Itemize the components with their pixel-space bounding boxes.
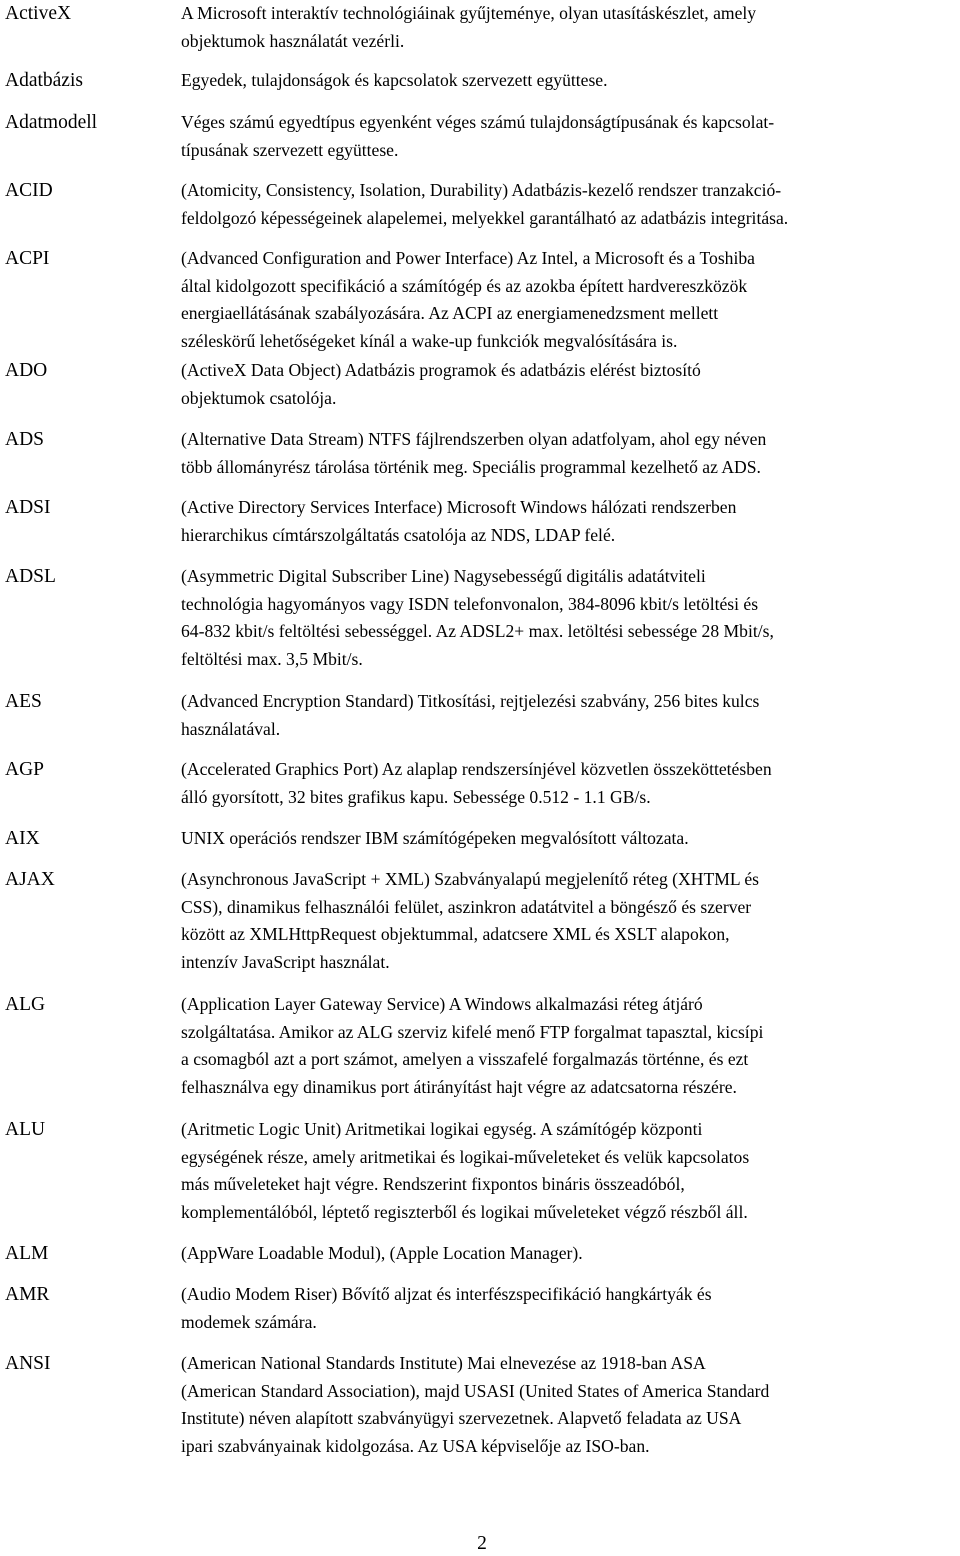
definition-line: (Accelerated Graphics Port) Az alaplap rendszersínjével közvetlen összeköttetésben: [181, 759, 772, 779]
glossary-definition: [181, 494, 956, 549]
definition-line: ipari szabványainak kidolgozása. Az USA képviselője az ISO-ban.: [181, 1435, 650, 1456]
glossary-definition: [181, 426, 956, 481]
definition-line: között az XMLHttpRequest objektummal, adatcsere XML és XSLT alapokon,: [181, 924, 730, 944]
definition-line: (American National Standards Institute) Mai elnevezése az 1918-ban ASA: [181, 1353, 706, 1373]
definition-line: objektumok használatát vezérli.: [181, 30, 405, 51]
definition-line: egységének része, amely aritmetikai és logikai-műveleteket és velük kapcsolatos: [181, 1146, 750, 1167]
glossary-term: Adatbázis: [5, 70, 83, 91]
definition-line: (Audio Modem Riser) Bővítő aljzat és interfészspecifikáció hangkártyák és: [181, 1284, 712, 1304]
glossary-term: ALU: [5, 1119, 46, 1140]
definition-line: 64-832 kbit/s feltöltési sebességgel. Az ADSL2+ max. letöltési sebessége 28 Mbit/s,: [181, 621, 774, 641]
glossary-term: AJAX: [5, 869, 55, 890]
definition-line: A Microsoft interaktív technológiáinak gyűjteménye, olyan utasításkészlet, amely: [181, 3, 757, 23]
glossary-definition: [181, 245, 956, 355]
glossary-term: ALG: [5, 994, 46, 1015]
definition-line: intenzív JavaScript használat.: [181, 951, 390, 972]
definition-line: (ActiveX Data Object) Adatbázis programok és adatbázis elérést biztosító: [181, 360, 701, 380]
glossary-term: ADS: [5, 429, 45, 450]
glossary-term: AMR: [5, 1284, 50, 1305]
definition-line: (Application Layer Gateway Service) A Windows alkalmazási réteg átjáró: [181, 994, 703, 1014]
glossary-definition: [181, 563, 956, 673]
definition-line: (Aritmetic Logic Unit) Aritmetikai logikai egység. A számítógép központi: [181, 1119, 703, 1139]
glossary-definition: [181, 1116, 956, 1226]
definition-line: technológia hagyományos vagy ISDN telefonvonalon, 384-8096 kbit/s letöltési és: [181, 593, 759, 614]
glossary-definition: [181, 1240, 956, 1268]
definition-line: Institute) néven alapított szabványügyi szervezetnek. Alapvető feladata az USA: [181, 1408, 742, 1428]
definition-line: (Advanced Configuration and Power Interface) Az Intel, a Microsoft és a Toshiba: [181, 248, 755, 268]
glossary-term: ADO: [5, 360, 48, 381]
glossary-definition: [181, 1350, 956, 1460]
definition-line: használatával.: [181, 718, 281, 739]
glossary-term: ACID: [5, 180, 53, 201]
definition-line: energiaellátásának szabályozására. Az ACPI az energiamenedzsment mellett: [181, 303, 719, 323]
glossary-term: ADSL: [5, 566, 56, 587]
definition-line: Véges számú egyedtípus egyenként véges számú tulajdonságtípusának és kapcsolat-: [181, 112, 775, 132]
glossary-definition: [181, 109, 956, 164]
definition-line: feltöltési max. 3,5 Mbit/s.: [181, 648, 363, 669]
definition-line: Egyedek, tulajdonságok és kapcsolatok szervezett együttese.: [181, 70, 608, 90]
glossary-definition: [181, 67, 956, 95]
glossary-term: ActiveX: [5, 3, 72, 24]
definition-line: komplementálóból, léptető regiszterből és logikai műveleteket végző részből áll.: [181, 1201, 748, 1222]
glossary-definition: [181, 991, 956, 1101]
definition-line: (Active Directory Services Interface) Microsoft Windows hálózati rendszerben: [181, 497, 737, 517]
glossary-term: AIX: [5, 828, 40, 849]
definition-line: más műveleteket hajt végre. Rendszerint fixpontos bináris összeadóból,: [181, 1174, 685, 1194]
definition-line: (Asynchronous JavaScript + XML) Szabványalapú megjelenítő réteg (XHTML és: [181, 869, 759, 889]
definition-line: (Alternative Data Stream) NTFS fájlrendszerben olyan adatfolyam, ahol egy néven: [181, 429, 767, 449]
glossary-term: AES: [5, 691, 42, 712]
glossary-term: ACPI: [5, 248, 50, 269]
definition-line: típusának szervezett együttese.: [181, 139, 399, 160]
glossary-term: AGP: [5, 759, 45, 780]
definition-line: szolgáltatása. Amikor az ALG szerviz kifelé menő FTP forgalmat tapasztal, kicsípi: [181, 1021, 764, 1042]
definition-line: feldolgozó képességeinek alapelemei, melyekkel garantálható az adatbázis integritása.: [181, 207, 789, 228]
definition-line: (Atomicity, Consistency, Isolation, Durability) Adatbázis-kezelő rendszer tranzakció-: [181, 180, 782, 200]
glossary-definition: [181, 1281, 956, 1336]
glossary-term: ANSI: [5, 1353, 51, 1374]
glossary-definition: [181, 177, 956, 232]
definition-line: UNIX operációs rendszer IBM számítógépeken megvalósított változata.: [181, 828, 689, 848]
definition-line: (AppWare Loadable Modul), (Apple Location Manager).: [181, 1243, 583, 1263]
definition-line: álló gyorsított, 32 bites grafikus kapu. Sebessége 0.512 - 1.1 GB/s.: [181, 786, 651, 807]
definition-line: modemek számára.: [181, 1311, 317, 1332]
glossary-definition: [181, 825, 956, 853]
definition-line: a csomagból azt a port számot, amelyen a visszafelé forgalmazás történne, és ezt: [181, 1049, 749, 1069]
glossary-definition: [181, 866, 956, 976]
definition-line: széleskörű lehetőségeket kínál a wake-up funkciók megvalósítására is.: [181, 330, 678, 351]
definition-line: hierarchikus címtárszolgáltatás csatolója az NDS, LDAP felé.: [181, 524, 616, 545]
definition-line: által kidolgozott specifikáció a számítógép és az azokba épített hardvereszközök: [181, 275, 748, 296]
glossary-definition: [181, 357, 956, 412]
glossary-term: ALM: [5, 1243, 49, 1264]
page-number: 2: [477, 1533, 487, 1554]
definition-line: (Advanced Encryption Standard) Titkosítási, rejtjelezési szabvány, 256 bites kulcs: [181, 691, 760, 711]
glossary-term: ADSI: [5, 497, 51, 518]
definition-line: felhasználva egy dinamikus port átirányítást hajt végre az adatcsatorna részére.: [181, 1076, 737, 1097]
definition-line: (American Standard Association), majd USASI (United States of America Standard: [181, 1380, 770, 1401]
glossary-definition: [181, 688, 956, 743]
definition-line: CSS), dinamikus felhasználói felület, aszinkron adatátvitel a böngésző és szerver: [181, 896, 752, 917]
definition-line: (Asymmetric Digital Subscriber Line) Nagysebességű digitális adatátviteli: [181, 566, 706, 586]
definition-line: objektumok csatolója.: [181, 387, 337, 408]
definition-line: több állományrész tárolása történik meg. Speciális programmal kezelhető az ADS.: [181, 456, 761, 477]
glossary-definition: [181, 756, 956, 811]
glossary-definition: [181, 0, 956, 55]
glossary-term: Adatmodell: [5, 112, 98, 133]
